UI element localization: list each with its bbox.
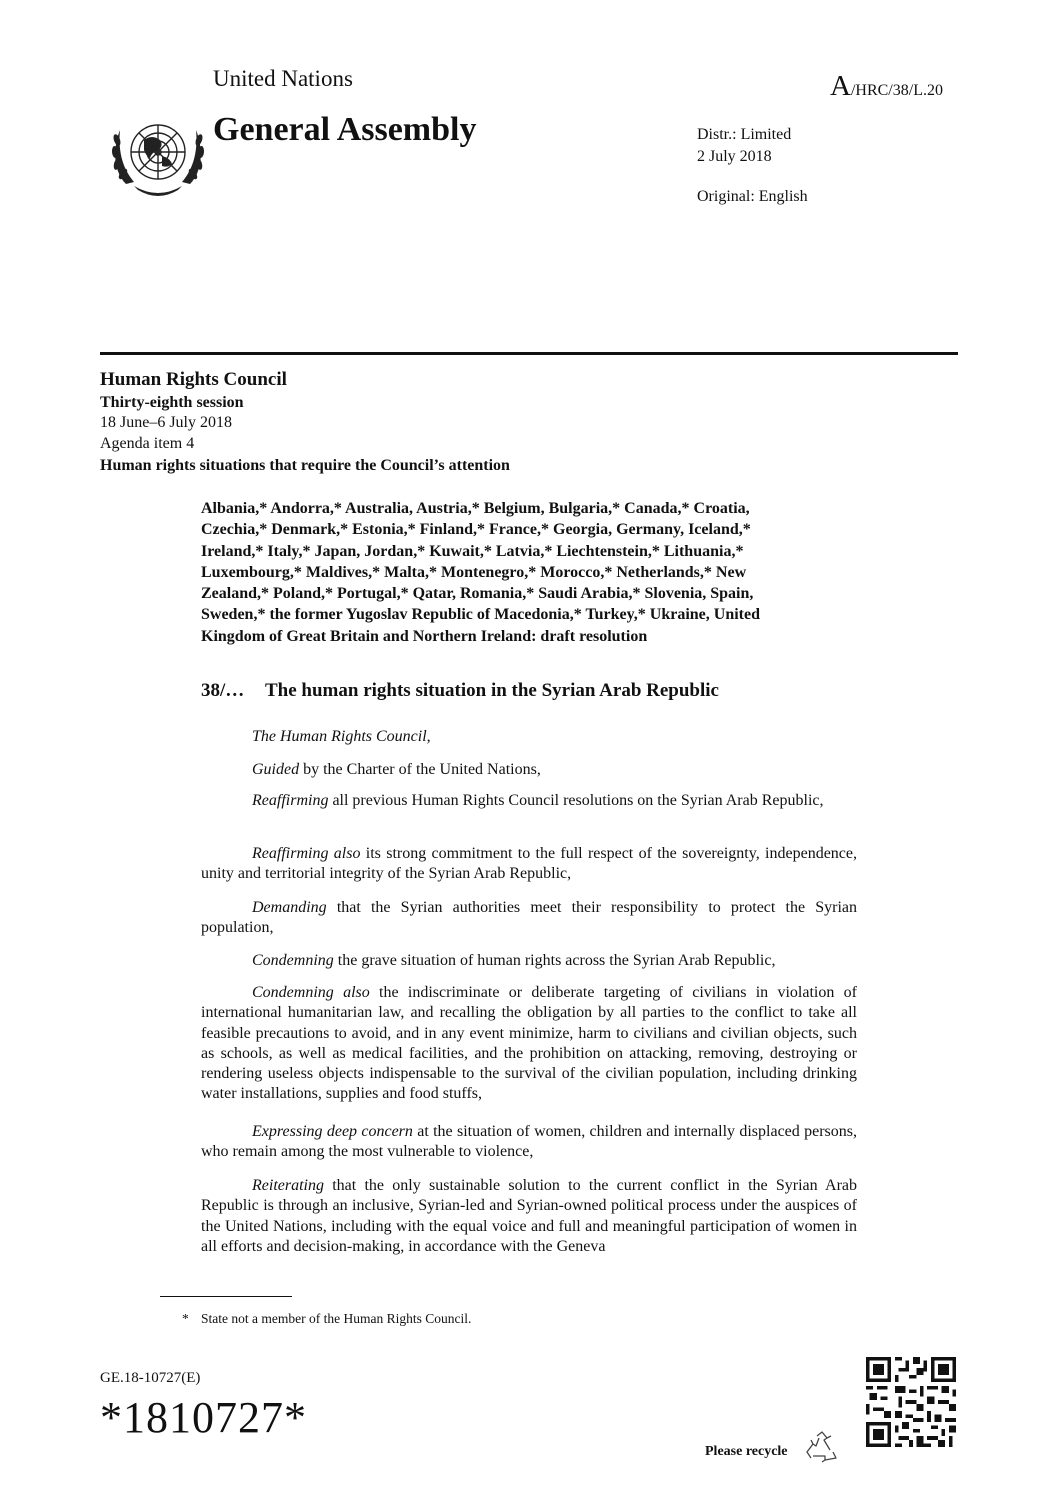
sponsor-line: Albania,* Andorra,* Australia, Austria,* Belgium, Bulgaria,* Canada,* Croatia, <box>201 500 750 517</box>
paragraph <box>201 760 857 780</box>
paragraph <box>201 727 857 747</box>
paragraph-text: , <box>426 728 431 745</box>
paragraph-text: the grave situation of human rights across the Syrian Arab Republic, <box>333 952 776 969</box>
paragraph-lead: Condemning also <box>252 984 370 1001</box>
paragraph <box>201 951 857 971</box>
paragraph-text: by the Charter of the United Nations, <box>299 761 541 778</box>
un-emblem-icon <box>104 110 212 206</box>
sponsor-line: Sweden,* the former Yugoslav Republic of Macedonia,* Turkey,* Ukraine, United <box>201 606 760 624</box>
paragraph-lead: Expressing deep concern <box>252 1123 413 1140</box>
council-name: Human Rights Council <box>100 369 287 390</box>
paragraph-lead: Demanding <box>252 899 327 916</box>
paragraph <box>201 1122 857 1163</box>
resolution-heading <box>201 680 719 702</box>
document-symbol <box>830 70 943 103</box>
document-symbol-initial: A <box>830 70 851 102</box>
paragraph-lead: The Human Rights Council <box>252 728 427 745</box>
agenda-item: Agenda item 4 <box>100 435 195 452</box>
barcode-text: *1810727* <box>100 1393 307 1442</box>
paragraph <box>201 844 857 885</box>
footnote <box>182 1311 471 1327</box>
paragraph-lead: Reaffirming also <box>252 845 361 862</box>
paragraph <box>201 898 857 939</box>
paragraph-lead: Guided <box>252 761 300 778</box>
paragraph-text: the indiscriminate or deliberate targeting of civilians in violation of international humanitarian law, and recalling the obligation by all parties to the conflict to take all feasible precautions to avoid, and in any event minimize, harm to civilians and civilian objects, such as schools, as well as medical facilities, and the prohibition on attacking, removing, destroying or rendering useless objects indispensable to the survival of the civilian population, including drinking water installations, supplies and food stuffs, <box>201 984 857 1103</box>
session: Thirty-eighth session <box>100 394 244 411</box>
paragraph-text: that the only sustainable solution to the current conflict in the Syrian Arab Republic is through an inclusive, Syrian-led and Syrian-owned political process under the auspices of the United Nations, including with the equal voice and full and meaningful participation of women in all efforts and decision-making, in accordance with the Geneva <box>201 1177 857 1255</box>
distribution-block <box>697 124 791 168</box>
footnote-text: State not a member of the Human Rights Council. <box>201 1311 472 1326</box>
original-language: Original: English <box>697 188 808 205</box>
recycle-icon <box>805 1430 839 1464</box>
paragraph-text: that the Syrian authorities meet their responsibility to protect the Syrian population, <box>201 899 857 937</box>
paragraph-lead: Reiterating <box>252 1177 324 1194</box>
recycle-label: Please recycle <box>705 1444 788 1459</box>
resolution-title: The human rights situation in the Syrian Arab Republic <box>265 680 719 701</box>
resolution-number: 38/… <box>201 680 245 701</box>
footnote-mark: * <box>182 1311 189 1326</box>
session-dates: 18 June–6 July 2018 <box>100 414 232 431</box>
sponsor-line: Zealand,* Poland,* Portugal,* Qatar, Romania,* Saudi Arabia,* Slovenia, Spain, <box>201 585 754 603</box>
sponsor-line: Kingdom of Great Britain and Northern Ireland: draft resolution <box>201 627 648 645</box>
distribution: Distr.: Limited <box>697 126 792 143</box>
qr-code-icon <box>866 1357 956 1447</box>
footnote-rule <box>160 1296 292 1297</box>
header-rule <box>100 352 958 355</box>
document-symbol-rest: /HRC/38/L.20 <box>850 82 943 99</box>
document-code: GE.18-10727(E) <box>100 1370 201 1386</box>
paragraph <box>201 983 857 1105</box>
paragraph <box>201 1176 857 1257</box>
paragraph-text: all previous Human Rights Council resolutions on the Syrian Arab Republic, <box>328 792 824 809</box>
sponsor-list <box>201 498 831 647</box>
organization-name: United Nations <box>213 66 353 91</box>
paragraph-lead: Reaffirming <box>252 792 329 809</box>
paragraph-text: its strong commitment to the full respect of the sovereignty, independence, unity and territorial integrity of the Syrian Arab Republic, <box>201 845 857 883</box>
paragraph-text: at the situation of women, children and internally displaced persons, who remain among the most vulnerable to violence, <box>201 1123 857 1161</box>
document-date: 2 July 2018 <box>697 148 772 165</box>
paragraph-lead: Condemning <box>252 952 334 969</box>
paragraph <box>201 791 857 811</box>
sponsor-line: Czechia,* Denmark,* Estonia,* Finland,* France,* Georgia, Germany, Iceland,* <box>201 521 751 539</box>
agenda-title: Human rights situations that require the Council’s attention <box>100 457 510 474</box>
sponsor-line: Luxembourg,* Maldives,* Malta,* Montenegro,* Morocco,* Netherlands,* New <box>201 563 747 581</box>
sponsor-line: Ireland,* Italy,* Japan, Jordan,* Kuwait,* Latvia,* Liechtenstein,* Lithuania,* <box>201 542 744 560</box>
body-title: General Assembly <box>213 111 477 148</box>
